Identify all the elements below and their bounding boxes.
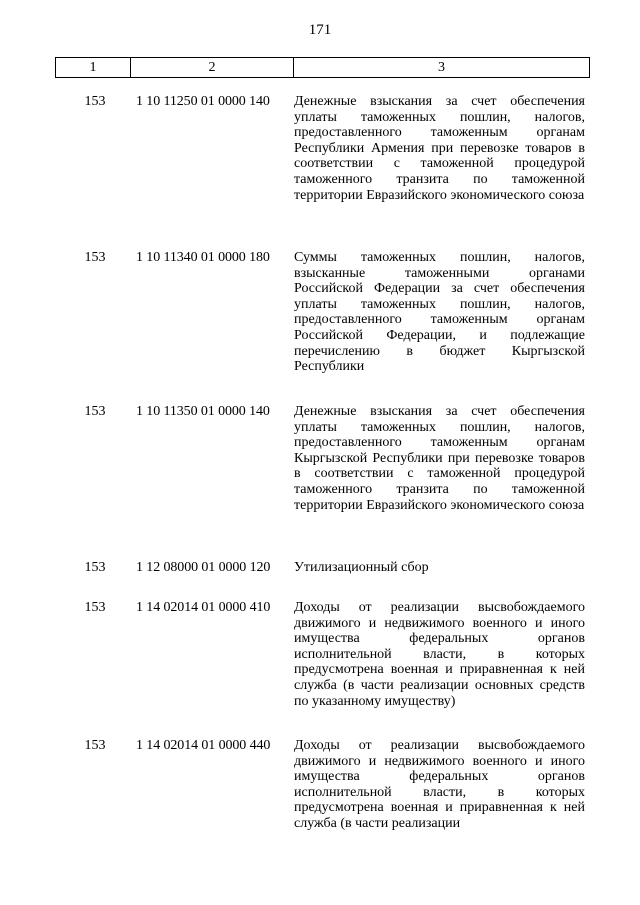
revenue-description: Доходы от реализации высвобождаемого движимого и недвижимого военного и иного имущества федеральных органов исполнительной власти, в которых предусмотрена военная и приравненная к ней служба (в части реализации основных средств по указанному имуществу) xyxy=(294,600,585,709)
budget-classification-code: 1 12 08000 01 0000 120 xyxy=(136,560,271,575)
admin-code: 153 xyxy=(84,600,106,615)
admin-code: 153 xyxy=(84,560,106,575)
budget-classification-code: 1 10 11250 01 0000 140 xyxy=(136,94,270,109)
page-number: 171 xyxy=(308,22,332,38)
column-header-table xyxy=(55,57,590,78)
admin-code: 153 xyxy=(84,94,106,109)
admin-code: 153 xyxy=(84,404,106,419)
column-header-1: 1 xyxy=(56,58,131,78)
admin-code: 153 xyxy=(84,738,106,753)
revenue-description: Денежные взыскания за счет обеспечения уплаты таможенных пошлин, налогов, предоставленного таможенным органам Республики Армения при перевозке товаров в соответствии с таможенной процедурой таможенного транзита по таможенной территории Евразийского экономического союза xyxy=(294,94,585,203)
column-header-2: 2 xyxy=(131,58,294,78)
revenue-description: Денежные взыскания за счет обеспечения уплаты таможенных пошлин, налогов, предоставленного таможенным органам Кыргызской Республики при перевозке товаров в соответствии с таможенной процедурой таможенного транзита по таможенной территории Евразийского экономического союза xyxy=(294,404,585,513)
column-header-row xyxy=(56,58,590,78)
revenue-description: Доходы от реализации высвобождаемого движимого и недвижимого военного и иного имущества федеральных органов исполнительной власти, в которых предусмотрена военная и приравненная к ней служба (в части реализации xyxy=(294,738,585,831)
admin-code: 153 xyxy=(84,250,106,265)
budget-classification-code: 1 14 02014 01 0000 440 xyxy=(136,738,271,753)
budget-classification-code: 1 10 11340 01 0000 180 xyxy=(136,250,270,265)
budget-classification-code: 1 14 02014 01 0000 410 xyxy=(136,600,271,615)
revenue-description: Суммы таможенных пошлин, налогов, взысканные таможенными органами Российской Федерации за счет обеспечения уплаты таможенных пошлин, налогов, предоставленного таможенным органам Российской Федерации, и подлежащие перечислению в бюджет Кыргызской Республики xyxy=(294,250,585,375)
revenue-description: Утилизационный сбор xyxy=(294,560,429,575)
column-header-3: 3 xyxy=(294,58,590,78)
budget-classification-code: 1 10 11350 01 0000 140 xyxy=(136,404,270,419)
